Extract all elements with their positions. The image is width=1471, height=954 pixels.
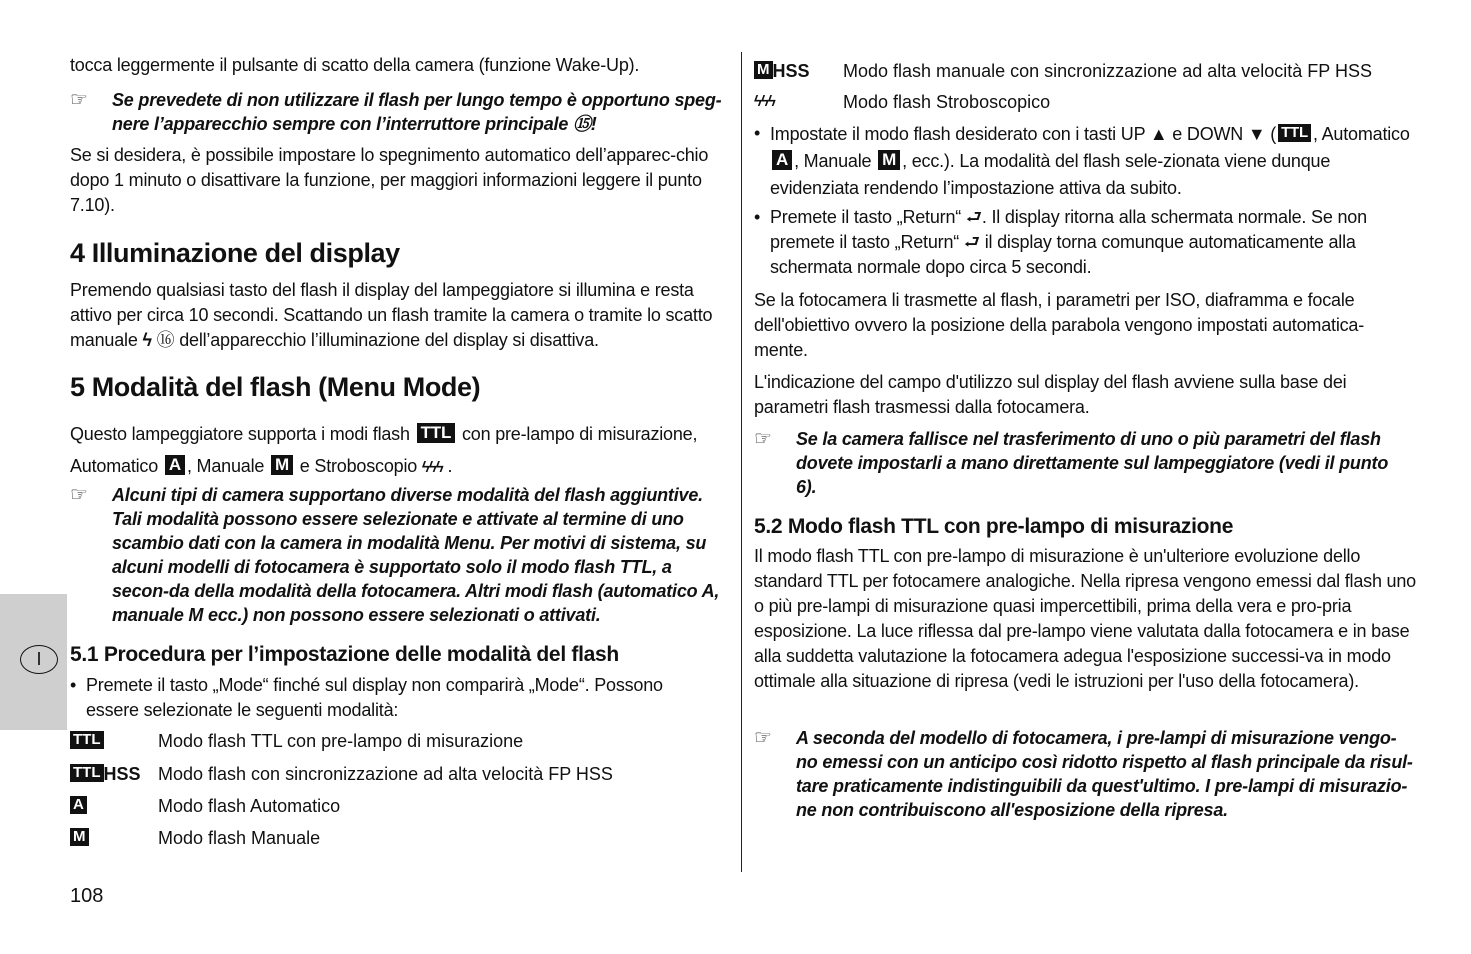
mode-label: Modo flash TTL con pre-lampo di misurazione xyxy=(158,731,524,751)
auto-badge-icon: A xyxy=(70,796,87,814)
mode-label: Modo flash con sincronizzazione ad alta velocità FP HSS xyxy=(158,764,613,784)
section-heading-5-2: 5.2 Modo flash TTL con pre-lampo di misurazione xyxy=(754,515,1234,538)
auto-off-paragraph: Se si desidera, è possibile impostare lo spegnimento automatico dell’apparec-chio dopo 1 minuto o disattivare la funzione, per maggiori informazioni leggere il punto 7.10). xyxy=(70,145,709,215)
mode-label: Modo flash Manuale xyxy=(158,828,321,848)
auto-badge-icon: A xyxy=(165,455,185,475)
mode-label: Modo flash manuale con sincronizzazione ad alta velocità FP HSS xyxy=(843,61,1372,81)
manual-badge-icon: M xyxy=(878,150,900,170)
ttl-badge-icon: TTL xyxy=(1278,124,1311,142)
ttl-badge-icon: TTL xyxy=(70,764,104,782)
pointing-hand-icon: ☞ xyxy=(754,428,772,450)
manual-badge-icon: M xyxy=(754,61,773,79)
note-parameters xyxy=(754,427,1416,499)
mode-bullet xyxy=(70,673,670,723)
section-heading-5-1: 5.1 Procedura per l’impostazione delle modalità del flash xyxy=(70,643,619,666)
note-text: Se prevedete di non utilizzare il flash per lungo tempo è opportuno speg-nere l’apparecchio sempre con l’interruttore principale ⑮! xyxy=(112,90,722,134)
pointing-hand-icon: ☞ xyxy=(70,484,88,506)
section-heading-5: 5 Modalità del flash (Menu Mode) xyxy=(70,372,481,402)
bullet-dot: • xyxy=(754,207,761,227)
ttl-paragraph: Il modo flash TTL con pre-lampo di misurazione è un'ulteriore evoluzione dello standard TTL per fotocamere analogiche. Nella ripresa vengono emessi dal flash uno o più pre-lampi di misurazione quasi impercettibili, prima della vera e pro-pria esposizione. La luce riflessa dal pre-lampo viene valutata dalla fotocamera e in base alla suddetta valutazione la fotocamera adegua l'esposizione successi-va in modo ottimale alla situazione di ripresa (vedi le istruzioni per l'uso della fotocamera). xyxy=(754,546,1416,691)
note-switch-off xyxy=(70,88,730,136)
bullet-text: Impostate il modo flash desiderato con i tasti UP ▲ e DOWN ▼ ( TTL , Automatico A , Manuale M , ecc.). La modalità del flash sele-zionata viene dunque evidenziata rendendo l’impostazione attiva da subito. xyxy=(770,124,1410,198)
hss-label: HSS xyxy=(772,61,810,81)
mode-label: Modo flash Automatico xyxy=(158,796,341,816)
column-divider xyxy=(741,52,742,872)
ttl-badge-icon: TTL xyxy=(70,731,104,749)
ttl-badge-icon: TTL xyxy=(417,423,456,443)
section-heading-4: 4 Illuminazione del display xyxy=(70,238,400,268)
pointing-hand-icon: ☞ xyxy=(754,727,772,749)
parameters-paragraph: Se la fotocamera li trasmette al flash, i parametri per ISO, diaframma e focale dell'obiettivo ovvero la posizione della parabola vengono impostati automatica-mente. xyxy=(754,290,1365,360)
note-text: Alcuni tipi di camera supportano diverse modalità del flash aggiuntive. Tali modalità possono essere selezionate e attivate al termine di uno scambio dati con la camera in modalità Menu. Per motivi di sistema, su alcuni modelli di fotocamera è supportato solo il modo flash TTL, a secon-da della modalità della fotocamera. Altri modi flash (automatico A, manuale M ecc.) non possono essere selezionati o attivati. xyxy=(112,485,720,625)
stroboscope-icon: ϟϟϟ xyxy=(754,93,775,110)
hss-label: HSS xyxy=(103,764,141,784)
note-text: Se la camera fallisce nel trasferimento di uno o più parametri del flash dovete impostarli a mano direttamente sul lampeggiatore (vedi il punto 6). xyxy=(796,429,1389,497)
pointing-hand-icon: ☞ xyxy=(70,89,88,111)
note-text: A seconda del modello di fotocamera, i pre-lampi di misurazione vengo-no emessi con un anticipo così ridotto rispetto al flash principale da risul-tare praticamente indistinguibili da quest'ultimo. I pre-lampi di misurazio-ne non contribuiscono all'esposizione della ripresa. xyxy=(796,728,1413,820)
range-paragraph: L'indicazione del campo d'utilizzo sul display del flash avviene sulla base dei parametri flash trasmessi dalla fotocamera. xyxy=(754,372,1347,417)
bullet-text: Premete il tasto „Mode“ finché sul display non comparirà „Mode“. Possono essere selezionate le seguenti modalità: xyxy=(86,675,663,720)
return-bullet xyxy=(754,205,1416,280)
mode-label: Modo flash Stroboscopico xyxy=(843,92,1051,112)
language-tab-label: I xyxy=(20,645,58,674)
manual-badge-icon: M xyxy=(271,455,293,475)
note-camera-modes xyxy=(70,483,730,627)
return-icon: ⮐ xyxy=(965,207,982,227)
bullet-dot: • xyxy=(70,675,77,695)
intro-text: tocca leggermente il pulsante di scatto della camera (funzione Wake-Up). xyxy=(70,55,640,75)
auto-badge-icon: A xyxy=(772,150,792,170)
select-mode-bullet xyxy=(754,121,1416,202)
modes-paragraph: Questo lampeggiatore supporta i modi flash TTL con pre-lampo di misurazione, Automatico A , Manuale M e Stroboscopio ϟϟϟ . xyxy=(70,423,698,476)
flash-icon: ϟ xyxy=(142,330,152,350)
manual-badge-icon: M xyxy=(70,828,89,846)
page-number: 108 xyxy=(70,885,104,907)
display-paragraph: Premendo qualsiasi tasto del flash il display del lampeggiatore si illumina e resta attivo per circa 10 secondi. Scattando un flash tramite la camera o tramite lo scatto manuale ϟ ⑯ dell’apparecchio l’illuminazione del display si disattiva. xyxy=(70,280,713,350)
bullet-text: Premete il tasto „Return“ ⮐. Il display ritorna alla schermata normale. Se non premete il tasto „Return“ ⮐ il display torna comunque automaticamente alla schermata normale dopo circa 5 secondi. xyxy=(770,207,1367,277)
note-prelamps xyxy=(754,726,1416,822)
stroboscope-icon: ϟϟϟ xyxy=(421,459,443,476)
bullet-dot: • xyxy=(754,123,761,143)
return-icon: ⮐ xyxy=(963,232,980,252)
